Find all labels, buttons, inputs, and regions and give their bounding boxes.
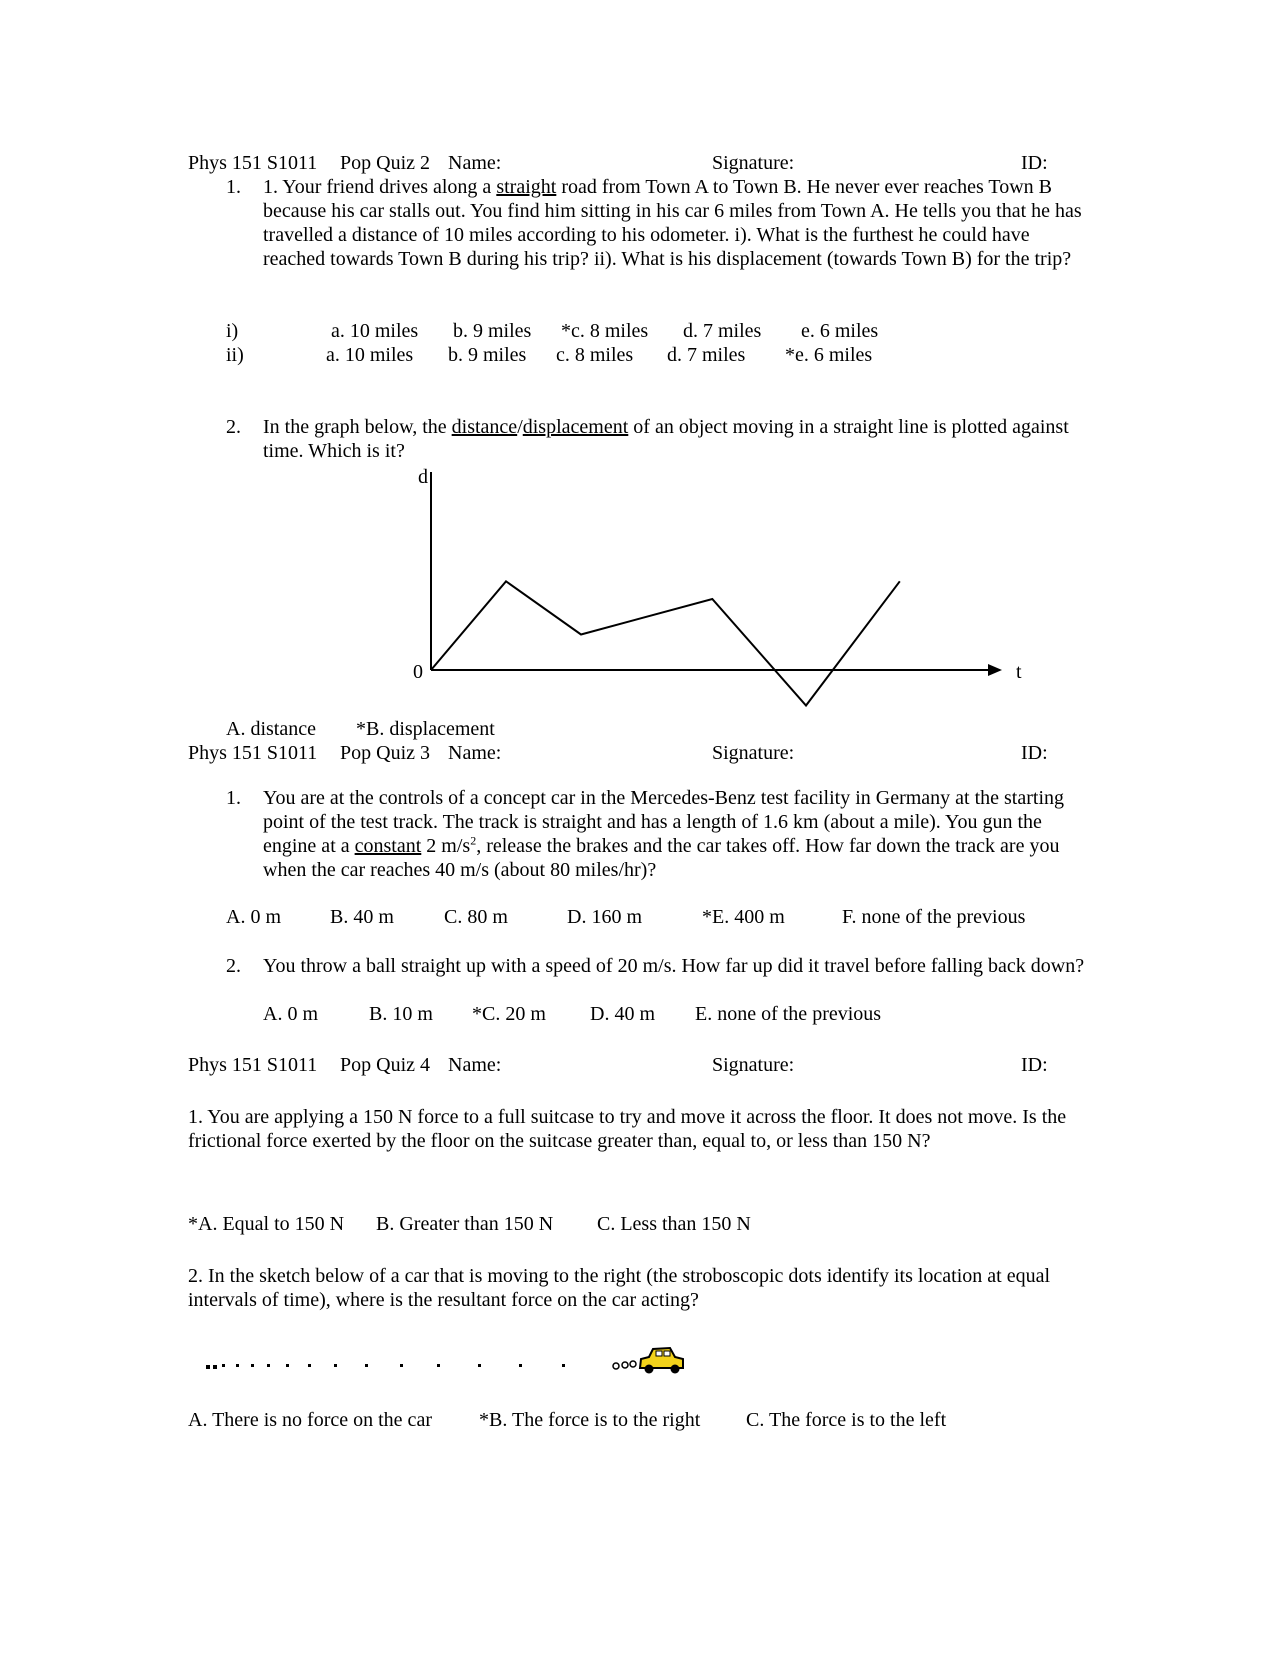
answer-choice: F. none of the previous	[842, 906, 1026, 928]
answer-choice: B. Greater than 150 N	[376, 1213, 554, 1235]
question-text: 2. In the sketch below of a car that is moving to the right (the stroboscopic dots identify its location at equal intervals of time), where is the resultant force on the car acting?	[188, 1265, 1051, 1311]
choice-e: *e. 6 miles	[785, 344, 873, 366]
data-line	[431, 581, 900, 705]
quiz-title: Pop Quiz 4	[340, 1054, 430, 1076]
sub-part-label: ii)	[226, 344, 244, 366]
choice-b: b. 9 miles	[453, 320, 532, 342]
answer-choice: D. 40 m	[590, 1003, 655, 1025]
answer-choice-a: A. distance	[226, 718, 316, 740]
quiz-title: Pop Quiz 2	[340, 152, 430, 174]
choice-a: a. 10 miles	[331, 320, 419, 342]
emphasis-underline: straight	[496, 176, 557, 198]
stroboscopic-dots	[206, 1364, 565, 1369]
answer-choice: C. The force is to the left	[746, 1409, 947, 1431]
y-axis-label: d	[418, 466, 428, 488]
choice-d: d. 7 miles	[667, 344, 746, 366]
choice-c: c. 8 miles	[556, 344, 634, 366]
quiz-title: Pop Quiz 3	[340, 742, 430, 764]
answer-choice-b: *B. displacement	[356, 718, 495, 740]
course-code: Phys 151 S1011	[188, 742, 318, 764]
answer-choice: C. Less than 150 N	[597, 1213, 751, 1235]
answer-choice: *A. Equal to 150 N	[188, 1213, 345, 1235]
choice-e: e. 6 miles	[801, 320, 879, 342]
question-text: You are at the controls of a concept car in the Mercedes-Benz test facility in Germany at the starting point of the test track. The track is straight and has a length of 1.6 km (about a mile). You gun the engine at a constant 2 $m/s^2$, release the brakes and the car takes off. How far down the track are you when the car reaches 40 m/s (about 80 miles/hr)?	[263, 787, 1065, 881]
superscript: 2	[470, 833, 477, 848]
answer-choice: D. 160 m	[567, 906, 642, 928]
answer-choice: *E. 400 m	[702, 906, 785, 928]
question-text: In the graph below, the distance/displacement of an object moving in a straight line is plotted against time. Which is it?	[263, 416, 1069, 462]
answer-choice: B. 10 m	[369, 1003, 433, 1025]
question-number: 1.	[226, 176, 241, 198]
car-icon	[640, 1348, 683, 1374]
x-axis-arrowhead	[988, 664, 1002, 676]
answer-choice: B. 40 m	[330, 906, 394, 928]
id-label: ID:	[1021, 742, 1048, 764]
answer-choice: C. 80 m	[444, 906, 508, 928]
question-text: 1. You are applying a 150 N force to a full suitcase to try and move it across the floor. It does not move. Is the frictional force exerted by the floor on the suitcase greater than, equal to, or less than 150 N?	[188, 1106, 1067, 1152]
emphasis-underline: constant	[354, 835, 422, 857]
question-number: 2.	[226, 955, 241, 977]
choice-c: *c. 8 miles	[561, 320, 649, 342]
stroboscopic-car-sketch	[200, 1338, 690, 1378]
signature-label: Signature:	[712, 742, 795, 764]
x-axis-label: t	[1016, 661, 1022, 683]
course-code: Phys 151 S1011	[188, 152, 318, 174]
question-number: 2.	[226, 416, 241, 438]
signature-label: Signature:	[712, 1054, 795, 1076]
emphasis-underline: displacement	[522, 416, 629, 438]
choice-b: b. 9 miles	[448, 344, 527, 366]
id-label: ID:	[1021, 1054, 1048, 1076]
exhaust-puffs	[613, 1361, 636, 1369]
answer-choice: A. 0 m	[226, 906, 281, 928]
course-code: Phys 151 S1011	[188, 1054, 318, 1076]
answer-choice: A. 0 m	[263, 1003, 318, 1025]
question-text: You throw a ball straight up with a speed of 20 m/s. How far up did it travel before falling back down?	[263, 955, 1085, 977]
answer-choice: E. none of the previous	[695, 1003, 882, 1025]
question-number: 1.	[226, 787, 241, 809]
choice-d: d. 7 miles	[683, 320, 762, 342]
name-label: Name:	[448, 742, 502, 764]
sub-part-label: i)	[226, 320, 239, 342]
distance-time-graph	[390, 460, 1030, 720]
name-label: Name:	[448, 152, 502, 174]
id-label: ID:	[1021, 152, 1048, 174]
name-label: Name:	[448, 1054, 502, 1076]
question-text: 1. Your friend drives along a straight road from Town A to Town B. He never ever reaches Town B because his car stalls out. You find him sitting in his car 6 miles from Town A. He tells you that he has travelled a distance of 10 miles according to his odometer. i). What is the furthest he could have reached towards Town B during his trip? ii). What is his displacement (towards Town B) for the trip?	[263, 176, 1082, 270]
answer-choice: A. There is no force on the car	[188, 1409, 432, 1431]
choice-a: a. 10 miles	[326, 344, 414, 366]
signature-label: Signature:	[712, 152, 795, 174]
emphasis-underline: distance	[451, 416, 518, 438]
answer-choice: *B. The force is to the right	[479, 1409, 701, 1431]
origin-label: 0	[413, 661, 423, 683]
answer-choice: *C. 20 m	[472, 1003, 546, 1025]
